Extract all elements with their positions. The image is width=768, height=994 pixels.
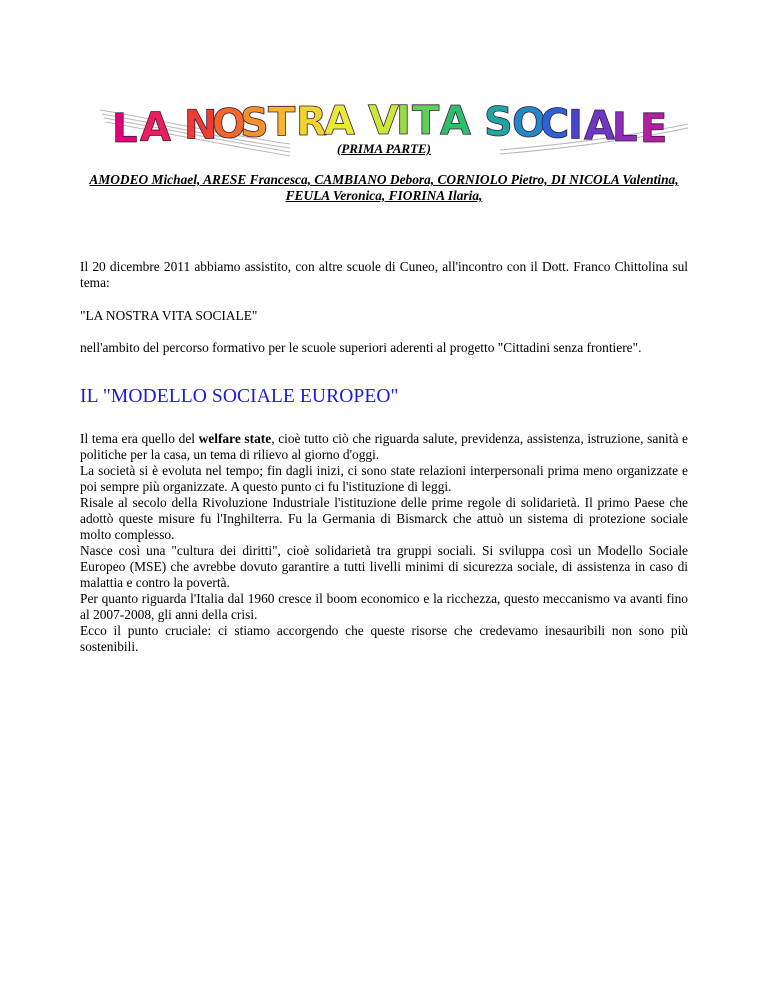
banner-letter: S	[484, 99, 513, 146]
banner-letter: A	[440, 98, 471, 145]
section-heading: IL "MODELLO SOCIALE EUROPEO"	[80, 386, 399, 407]
body-sentence-4: Nasce così una "cultura dei diritti", cioè solidarietà tra gruppi sociali. Si sviluppa così un Modello Sociale Europeo (MSE) che avrebbe dovuto garantire a tutti livelli minimi di sicurezza sociale, di assistenza in caso di malattia e contro la povertà.	[80, 543, 688, 590]
body-sentence-5: Per quanto riguarda l'Italia dal 1960 cresce il boom economico e la ricchezza, questo meccanismo va avanti fino al 2007-2008, gli anni della crisi.	[80, 591, 688, 622]
intro-paragraph-2: "LA NOSTRA VITA SOCIALE"	[80, 308, 258, 323]
body-text: , cioè tutto ciò che riguarda salute, previdenza, assistenza, istruzione, sanità e politiche per la casa, un tema di rilievo al giorno d'oggi.	[80, 431, 689, 462]
banner-letter: I	[568, 102, 583, 149]
banner-letter: A	[140, 104, 171, 151]
banner-letter: V	[368, 98, 399, 145]
body-sentence-3: Risale al secolo della Rivoluzione Industriale l'istituzione delle prime regole di solidarietà. Il primo Paese che adottò queste misure fu l'Inghilterra. Fu la Germania di Bismarck che attuò un sistema di protezione sociale molto complesso.	[80, 495, 688, 542]
authors-list: AMODEO Michael, ARESE Francesca, CAMBIANO Debora, CORNIOLO Pietro, DI NICOLA Valentina, FEULA Veronica, FIORINA Ilaria,	[89, 172, 679, 203]
banner-letter: O	[512, 100, 547, 147]
banner-letter: N	[184, 102, 218, 149]
banner-letter: O	[212, 101, 247, 148]
body-sentence-6: Ecco il punto cruciale: ci stiamo accorgendo che queste risorse che credevamo inesauribili non sono più sostenibili.	[80, 623, 688, 654]
banner-letter: A	[584, 103, 615, 150]
body-text: Il tema era quello del	[80, 431, 199, 446]
banner-letter: I	[396, 98, 411, 145]
body-sentence-1	[80, 431, 688, 463]
banner-letter: T	[268, 99, 296, 146]
banner-letter: E	[640, 106, 668, 152]
intro-paragraph-1: Il 20 dicembre 2011 abbiamo assistito, con altre scuole di Cuneo, all'incontro con il Dott. Franco Chittolina sul tema:	[80, 259, 688, 290]
banner-letter: A	[324, 98, 355, 145]
subtitle: (PRIMA PARTE)	[336, 141, 432, 156]
banner-letter: R	[296, 99, 327, 146]
banner-letter: C	[540, 101, 570, 148]
body-sentence-2: La società si è evoluta nel tempo; fin dagli inizi, ci sono state relazioni interpersonali prima meno organizzate e poi sempre più organizzate. A questo punto ci fu l'istituzione di leggi.	[80, 463, 688, 494]
intro-paragraph-3: nell'ambito del percorso formativo per le scuole superiori aderenti al progetto "Cittadini senza frontiere".	[80, 340, 642, 355]
banner-letter: L	[612, 104, 638, 151]
section-body	[80, 431, 688, 655]
banner-letter: S	[240, 100, 269, 147]
welfare-state-term: welfare state	[198, 431, 272, 446]
banner-letter: T	[412, 98, 440, 145]
banner-letter: L	[112, 106, 138, 152]
